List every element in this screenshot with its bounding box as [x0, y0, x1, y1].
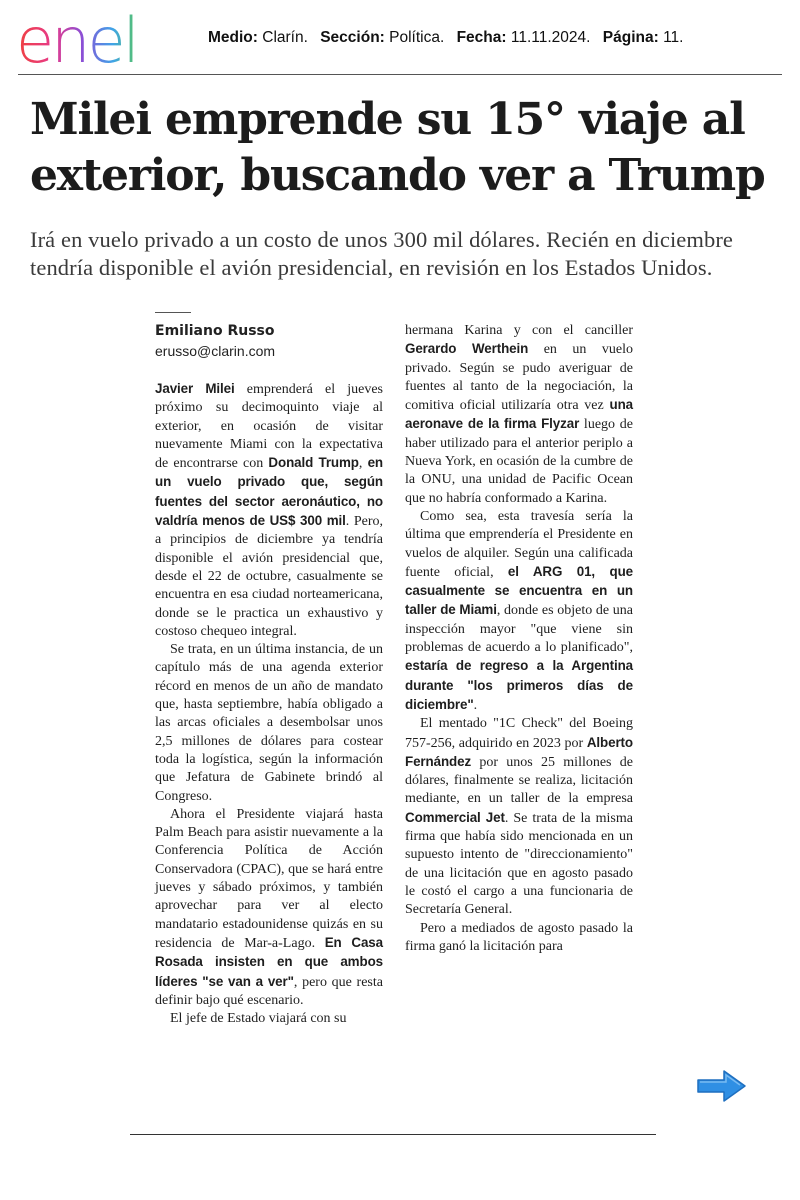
bold-text: una aeronave de la firma Flyzar	[405, 397, 633, 432]
body-text: , pero que resta definir bajo qué escenario.	[155, 974, 383, 1008]
enel-logo	[14, 8, 186, 72]
header-divider	[18, 74, 782, 75]
body-text: hermana Karina y con el canciller	[405, 323, 633, 338]
arrow-right-icon[interactable]	[694, 1068, 748, 1104]
body-text: Como sea, esta travesía sería la última que emprendería el Presidente en vuelos de alquiler. Según una calificada fuente oficial,	[405, 508, 633, 580]
fecha-value: 11.11.2024.	[510, 29, 591, 46]
body-text: . Pero, a principios de diciembre ya tendría disponible el avión presidencial que, desde el 22 de octubre, casualmente se encuentra en esa ciudad norteamericana, donde se le practica un exhaustivo y costoso chequeo integral.	[155, 514, 383, 639]
body-text: luego de haber utilizado para el anterior periplo a Nueva York, en ocasión de la cumbre de la ONU, una unidad de Pacific Ocean que no habría conformado a Karina.	[405, 417, 633, 506]
seccion-value: Política.	[389, 29, 445, 46]
bold-text: el ARG 01, que casualmente se encuentra en un taller de Miami	[405, 563, 633, 618]
clipping-header	[0, 0, 800, 80]
bold-text: Donald Trump	[268, 455, 359, 471]
footer-divider	[130, 1134, 656, 1135]
clipping-metadata	[208, 29, 683, 47]
paragraph: El jefe de Estado viajará con su	[170, 1011, 347, 1027]
paragraph	[155, 806, 383, 1010]
article-deck: Irá en vuelo privado a un costo de unos 300 mil dólares. Recién en diciembre tendría disponible el avión presidencial, en revisión en los Estados Unidos.	[30, 227, 734, 280]
medio-value: Clarín.	[262, 29, 308, 46]
byline-divider	[155, 312, 191, 313]
body-text: , donde es objeto de una inspección mayor "que viene sin problemas de acuerdo a lo planificado",	[405, 603, 633, 656]
bold-text: Alberto Fernández	[405, 734, 633, 769]
body-text: El mentado "1C Check" del Boeing 757-256, adquirido en 2023 por	[405, 716, 633, 751]
seccion-label: Sección:	[320, 29, 385, 46]
paragraph	[405, 508, 633, 715]
body-text: Ahora el Presidente viajará hasta Palm Beach para asistir nuevamente a la Conferencia Política de Acción Conservadora (CPAC), que se hará entre jueves y sábado próximos, y también aprovechar para ver al electo mandatario estadounidense quizás en su residencia de Mar-a-Lago.	[155, 806, 383, 951]
article-column-2	[405, 322, 633, 956]
body-text: . Se trata de la misma firma que había sido mencionada en un supuesto intento de "direccionamiento" de una licitación que en agosto pasado le costó el cargo a una funcionaria de Secretaría General.	[405, 810, 633, 918]
body-text: emprenderá el jueves próximo su decimoquinto viaje al exterior, en ocasión de visitar nuevamente Miami con la expectativa de encontrarse con	[155, 382, 383, 472]
pagina-label: Página:	[602, 29, 659, 46]
bold-text: en un vuelo privado que, según fuentes del sector aeronáutico, no valdría menos de US$ 300 mil	[155, 455, 383, 529]
paragraph: Se trata, en un última instancia, de un capítulo más de una agenda exterior récord en menos de un año de mandato que, hasta septiembre, había obligado a las arcas oficiales a desembolsar unos 2,5 millones de dólares para costear toda la logística, según la información que Jefatura de Gabinete brindó al Congreso.	[155, 642, 383, 804]
fecha-label: Fecha:	[456, 29, 507, 46]
pagina-value: 11.	[663, 29, 684, 46]
svg-text:enel: enel	[16, 8, 137, 72]
paragraph	[155, 380, 383, 641]
body-text: ,	[358, 456, 368, 472]
bold-text: Commercial Jet	[405, 809, 505, 825]
paragraph	[405, 715, 633, 919]
bold-text: Gerardo Werthein	[405, 341, 529, 357]
body-text: por unos 25 millones de dólares, finalmente se realiza, licitación mediante, en un taller de la empresa	[405, 754, 633, 807]
author-email: erusso@clarin.com	[155, 343, 276, 359]
bold-text: En Casa Rosada insisten en que ambos líderes "se van a ver"	[155, 934, 383, 989]
paragraph	[405, 322, 633, 508]
bold-text: Javier Milei	[155, 381, 235, 396]
medio-label: Medio:	[208, 29, 258, 46]
article-headline: Milei emprende su 15° viaje al exterior, buscando ver a Trump	[30, 94, 765, 201]
article-column-1	[155, 380, 383, 1028]
author-name: Emiliano Russo	[155, 323, 275, 339]
bold-text: estaría de regreso a la Argentina durante "los primeros días de diciembre"	[405, 658, 633, 712]
body-text: en un vuelo privado. Según se pudo averiguar de fuentes al tanto de la negociación, la comitiva oficial utilizaría otra vez	[405, 342, 633, 414]
body-text: .	[473, 697, 478, 713]
paragraph: Pero a mediados de agosto pasado la firma ganó la licitación para	[405, 920, 633, 954]
